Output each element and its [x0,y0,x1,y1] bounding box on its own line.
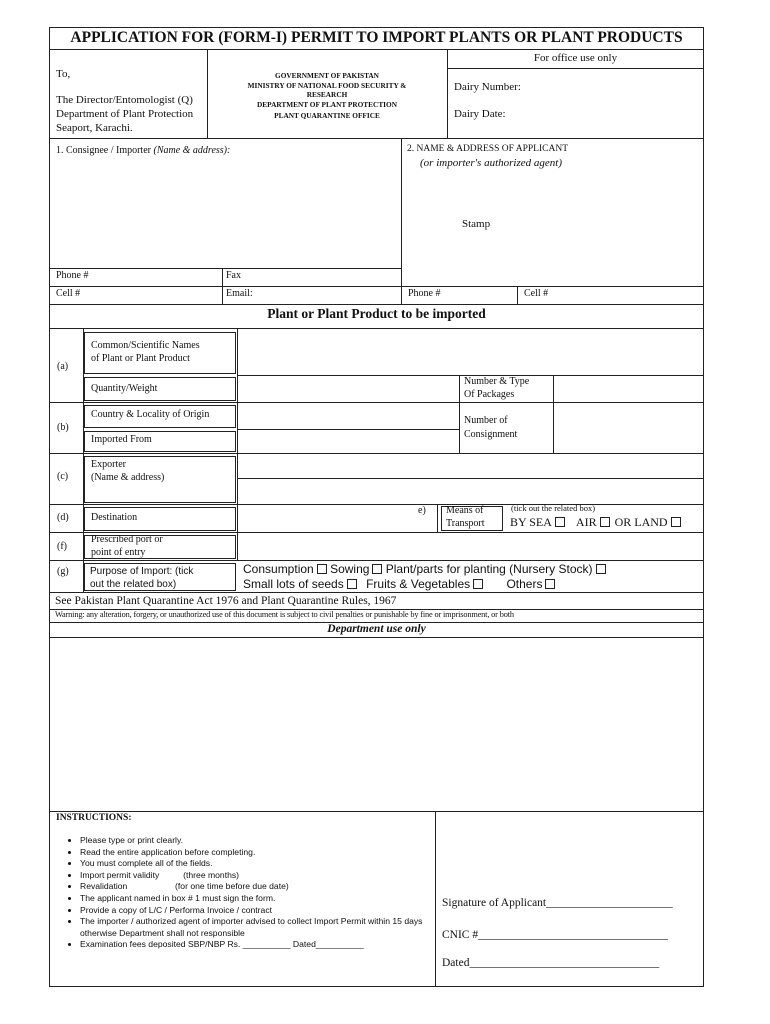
instruction-item: • Import permit validity (three months) [80,870,450,882]
instruction-item: • The importer / authorized agent of importer advised to collect Import Permit within 15 days otherwise Department shall not responsible [80,916,450,939]
applicant-phone-field[interactable]: Phone # [408,288,441,299]
instructions-heading: INSTRUCTIONS: [56,813,132,823]
applicant-label: 2. NAME & ADDRESS OF APPLICANT [407,144,568,154]
origin-label: Country & Locality of Origin [91,409,210,420]
air-checkbox[interactable] [600,517,610,527]
sowing-label: Sowing [330,562,370,576]
gov-line4: DEPARTMENT OF PLANT PROTECTION [257,100,397,109]
addressee-line3: Seaport, Karachi. [56,122,133,134]
purpose-options-row1 [243,563,606,577]
dated-field[interactable]: Dated_________________________________ [442,957,660,969]
consumption-label: Consumption [243,562,314,576]
act-reference: See Pakistan Plant Quarantine Act 1976 and Plant Quarantine Rules, 1967 [55,595,397,607]
port-label-1: Prescribed port or [91,534,163,545]
warning-text: Warning: any alteration, forgery, or unauthorized use of this document is subject to civil penalties or punishable by fine or imprisonment, or both [55,610,514,619]
fruits-veg-checkbox[interactable] [473,579,483,589]
small-lots-checkbox[interactable] [347,579,357,589]
by-sea-checkbox[interactable] [555,517,565,527]
instruction-item: • The applicant named in box # 1 must sign the form. [80,893,450,905]
form-title: APPLICATION FOR (FORM-I) PERMIT TO IMPORT PLANTS OR PLANT PRODUCTS [70,29,683,46]
divider [447,49,448,138]
consignee-label [56,145,230,157]
department-use-area[interactable] [50,638,703,810]
purpose-label-1: Purpose of Import: (tick [90,566,194,577]
packages-input[interactable] [554,376,703,401]
addressee-to: To, [56,68,71,80]
transport-label-2: Transport [446,518,485,529]
office-use-label: For office use only [533,52,618,64]
plant-parts-label: Plant/parts for planting (Nursery Stock) [385,562,593,576]
instruction-item: • You must complete all of the fields. [80,858,450,870]
imported-from-label: Imported From [91,434,152,445]
applicant-sublabel: (or importer's authorized agent) [420,157,562,169]
divider [49,138,704,139]
consumption-option[interactable] [243,562,327,576]
plant-names-label-1: Common/Scientific Names [91,340,200,351]
small-lots-label: Small lots of seeds [243,577,344,591]
divider [49,592,704,593]
by-sea-label: BY SEA [510,515,552,529]
consignment-label-1: Number of [464,415,508,426]
consignee-email-field[interactable]: Email: [226,288,253,299]
imported-from-input[interactable] [238,430,458,452]
row-d-marker: (d) [57,512,69,523]
divider [49,560,704,561]
tick-note: (tick out the related box) [511,503,596,513]
by-sea-option[interactable] [510,515,565,529]
instructions-list [58,835,450,951]
dairy-date-field[interactable]: Dairy Date: [454,108,506,120]
plant-parts-option[interactable] [386,562,606,576]
purpose-label-2: out the related box) [90,579,177,590]
row-c-marker: (c) [57,471,69,482]
consignee-address-input[interactable] [50,160,400,268]
row-f-marker: (f) [57,541,67,552]
exporter-label-2: (Name & address) [91,472,165,483]
consumption-checkbox[interactable] [317,564,327,574]
stamp-label: Stamp [462,218,491,230]
consignee-phone-field[interactable]: Phone # [56,270,89,281]
addressee-line1: The Director/Entomologist (Q) [56,94,193,106]
packages-label-2: Of Packages [464,389,515,400]
divider [447,68,704,69]
dairy-number-field[interactable]: Dairy Number: [454,81,521,93]
gov-line5: PLANT QUARANTINE OFFICE [274,111,380,120]
instruction-item: • Provide a copy of L/C / Performa Invoice / contract [80,905,450,917]
divider [49,304,704,305]
transport-label-1: Means of [446,505,484,516]
divider [49,811,704,812]
divider [517,286,518,304]
origin-input[interactable] [238,403,458,428]
addressee-line2: Department of Plant Protection [56,108,194,120]
packages-label-1: Number & Type [464,376,530,387]
air-option[interactable] [576,515,610,529]
row-b-marker: (b) [57,422,69,433]
port-label-2: point of entry [91,547,146,558]
gov-line1: GOVERNMENT OF PAKISTAN [275,71,379,80]
purpose-options-row2 [243,578,555,592]
divider [49,49,704,50]
applicant-address-input[interactable] [402,172,703,284]
sowing-option[interactable] [330,562,382,576]
sowing-checkbox[interactable] [372,564,382,574]
fruits-veg-label: Fruits & Vegetables [366,577,471,591]
others-checkbox[interactable] [545,579,555,589]
consignment-label-2: Consignment [464,429,518,440]
consignee-cell-field[interactable]: Cell # [56,288,81,299]
instruction-item: • Revalidation (for one time before due date) [80,881,450,893]
quantity-input[interactable] [238,376,458,401]
row-a-marker: (a) [57,361,69,372]
divider [49,268,401,269]
signature-field[interactable]: Signature of Applicant______________________ [442,897,673,909]
department-use-label: Department use only [327,623,426,635]
small-lots-option[interactable] [243,577,357,591]
land-checkbox[interactable] [671,517,681,527]
air-label: AIR [575,515,597,529]
destination-input[interactable] [238,505,436,531]
divider [49,286,704,287]
applicant-cell-field[interactable]: Cell # [524,288,549,299]
port-of-entry-input[interactable] [238,533,703,559]
cnic-field[interactable]: CNIC #_________________________________ [442,929,668,941]
row-e-marker: e) [418,505,426,516]
gov-line3: RESEARCH [306,90,348,99]
exporter-label-1: Exporter [91,459,126,470]
gov-line2: MINISTRY OF NATIONAL FOOD SECURITY & [247,81,407,90]
row-g-marker: (g) [57,566,69,577]
fruits-veg-option[interactable] [366,577,483,591]
divider [459,375,460,453]
destination-label: Destination [91,512,138,523]
consignment-input[interactable] [554,403,703,452]
land-label: OR LAND [614,515,668,529]
transport-options [510,516,681,530]
plant-parts-checkbox[interactable] [596,564,606,574]
divider [437,504,438,532]
product-section-title: Plant or Plant Product to be imported [267,306,486,321]
others-label: Others [506,577,543,591]
consignee-label-text: 1. Consignee / Importer [56,145,151,156]
consignee-label-italic: (Name & address): [153,145,231,156]
plant-names-input[interactable] [238,329,703,374]
exporter-input[interactable] [238,454,703,503]
instruction-item: • Read the entire application before completing. [80,847,450,859]
divider [222,268,223,304]
quantity-label: Quantity/Weight [91,383,158,394]
instruction-item: • Please type or print clearly. [80,835,450,847]
plant-names-label-2: of Plant or Plant Product [91,353,190,364]
land-option[interactable] [615,515,681,529]
others-option[interactable] [506,577,555,591]
instruction-item: • Examination fees deposited SBP/NBP Rs. __________ Dated__________ [80,939,450,951]
consignee-fax-field[interactable]: Fax [226,270,241,281]
